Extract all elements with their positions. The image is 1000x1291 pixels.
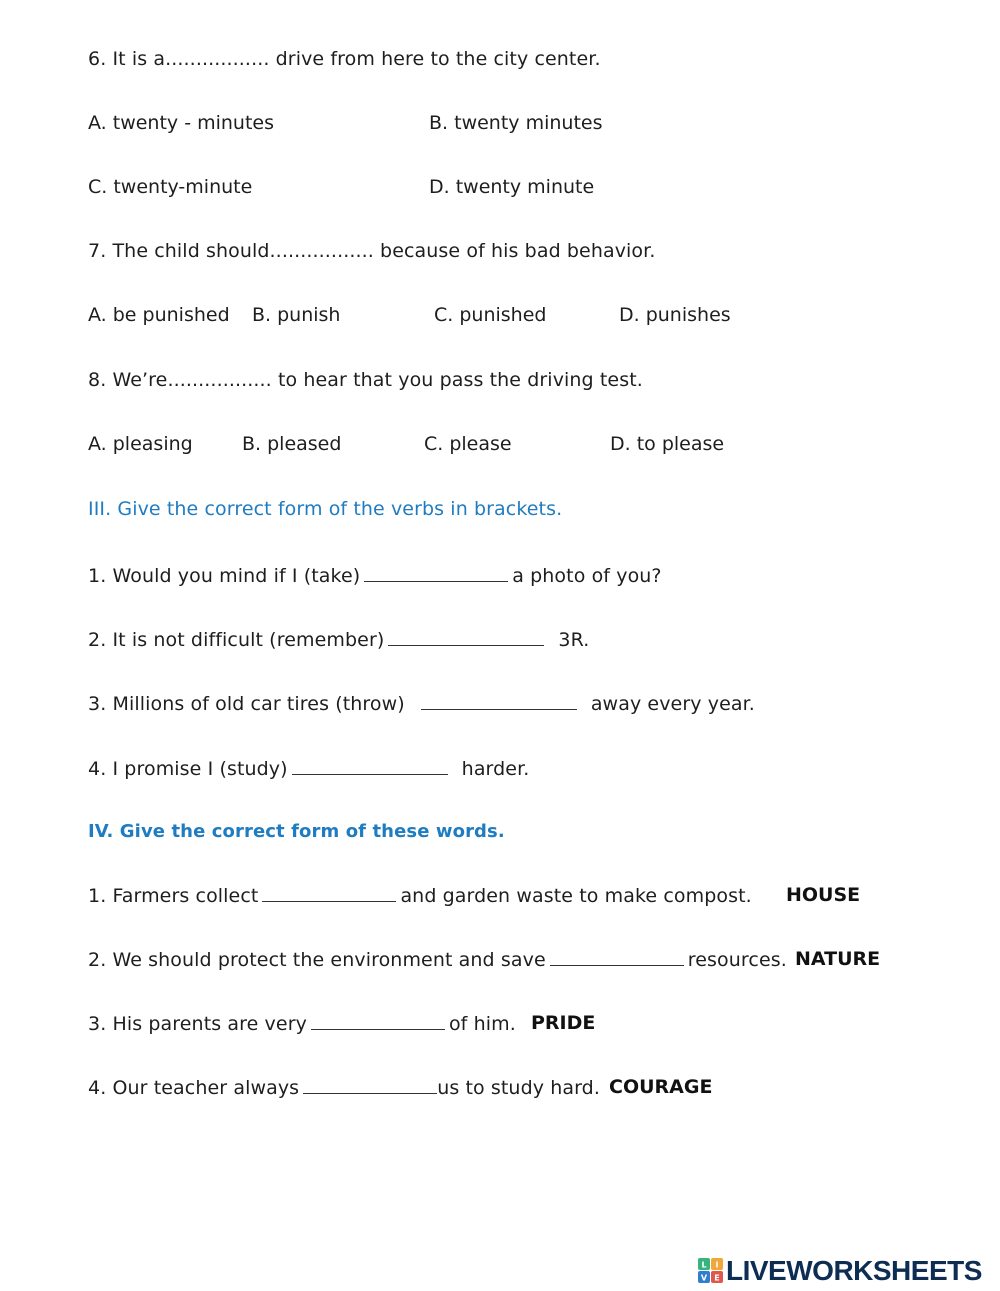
word-item-1-keyword: HOUSE xyxy=(786,884,861,906)
verb-item-4-after: harder. xyxy=(461,758,530,780)
liveworksheets-logo xyxy=(698,1255,982,1287)
question-8-option-c: C. please xyxy=(424,433,512,455)
verb-item-2-before: 2. It is not difficult (remember) xyxy=(88,629,385,651)
liveworksheets-blocks-icon xyxy=(698,1258,724,1284)
question-8-option-a: A. pleasing xyxy=(88,433,193,455)
liveworksheets-logo-text: LIVEWORKSHEETS xyxy=(726,1255,982,1286)
word-item-3 xyxy=(88,1011,516,1036)
verb-item-3-blank[interactable] xyxy=(421,691,577,710)
word-item-1-before: 1. Farmers collect xyxy=(88,885,259,907)
question-8-text: 8. We’re................. to hear that you pass the driving test. xyxy=(88,369,643,391)
verb-item-2-blank[interactable] xyxy=(388,627,544,646)
verb-item-1-blank[interactable] xyxy=(364,563,508,582)
svg-text:V: V xyxy=(700,1273,708,1283)
verb-item-2 xyxy=(88,627,589,652)
word-item-4-keyword: COURAGE xyxy=(609,1076,713,1098)
word-item-3-keyword: PRIDE xyxy=(531,1012,596,1034)
verb-item-2-after: 3R. xyxy=(558,629,590,651)
word-item-2-keyword: NATURE xyxy=(795,948,881,970)
question-8-option-d: D. to please xyxy=(610,433,725,455)
word-item-3-before: 3. His parents are very xyxy=(88,1013,307,1035)
word-item-1 xyxy=(88,883,752,908)
question-7-option-a: A. be punished xyxy=(88,304,230,326)
word-item-4-blank[interactable] xyxy=(303,1075,437,1094)
word-item-4 xyxy=(88,1075,600,1100)
word-item-2-before: 2. We should protect the environment and save xyxy=(88,949,546,971)
verb-item-1 xyxy=(88,563,662,588)
question-6-option-b: B. twenty minutes xyxy=(429,112,603,134)
word-item-2-blank[interactable] xyxy=(550,947,684,966)
question-7-option-d: D. punishes xyxy=(619,304,731,326)
section-4-heading: IV. Give the correct form of these words. xyxy=(88,821,505,842)
question-6-option-c: C. twenty-minute xyxy=(88,176,253,198)
word-item-1-blank[interactable] xyxy=(262,883,396,902)
word-item-3-blank[interactable] xyxy=(311,1011,445,1030)
question-7-text: 7. The child should................. because of his bad behavior. xyxy=(88,240,656,262)
word-item-4-before: 4. Our teacher always xyxy=(88,1077,300,1099)
verb-item-1-after: a photo of you? xyxy=(512,565,662,587)
verb-item-4-blank[interactable] xyxy=(292,756,448,775)
word-item-4-after: us to study hard. xyxy=(437,1077,600,1099)
question-8-option-b: B. pleased xyxy=(242,433,342,455)
verb-item-3 xyxy=(88,691,755,716)
word-item-3-after: of him. xyxy=(448,1013,516,1035)
question-7-option-c: C. punished xyxy=(434,304,547,326)
svg-text:L: L xyxy=(701,1260,707,1270)
question-6-option-d: D. twenty minute xyxy=(429,176,595,198)
verb-item-1-before: 1. Would you mind if I (take) xyxy=(88,565,361,587)
verb-item-4-before: 4. I promise I (study) xyxy=(88,758,288,780)
word-item-2 xyxy=(88,947,787,972)
question-6-option-a: A. twenty - minutes xyxy=(88,112,275,134)
verb-item-3-after: away every year. xyxy=(590,693,755,715)
section-3-heading: III. Give the correct form of the verbs in brackets. xyxy=(88,498,563,520)
svg-text:E: E xyxy=(714,1273,720,1283)
word-item-1-after: and garden waste to make compost. xyxy=(400,885,752,907)
verb-item-4 xyxy=(88,756,529,781)
question-6-text: 6. It is a................. drive from here to the city center. xyxy=(88,48,601,70)
svg-text:I: I xyxy=(715,1260,719,1270)
word-item-2-after: resources. xyxy=(687,949,787,971)
verb-item-3-before: 3. Millions of old car tires (throw) xyxy=(88,693,405,715)
question-7-option-b: B. punish xyxy=(252,304,341,326)
